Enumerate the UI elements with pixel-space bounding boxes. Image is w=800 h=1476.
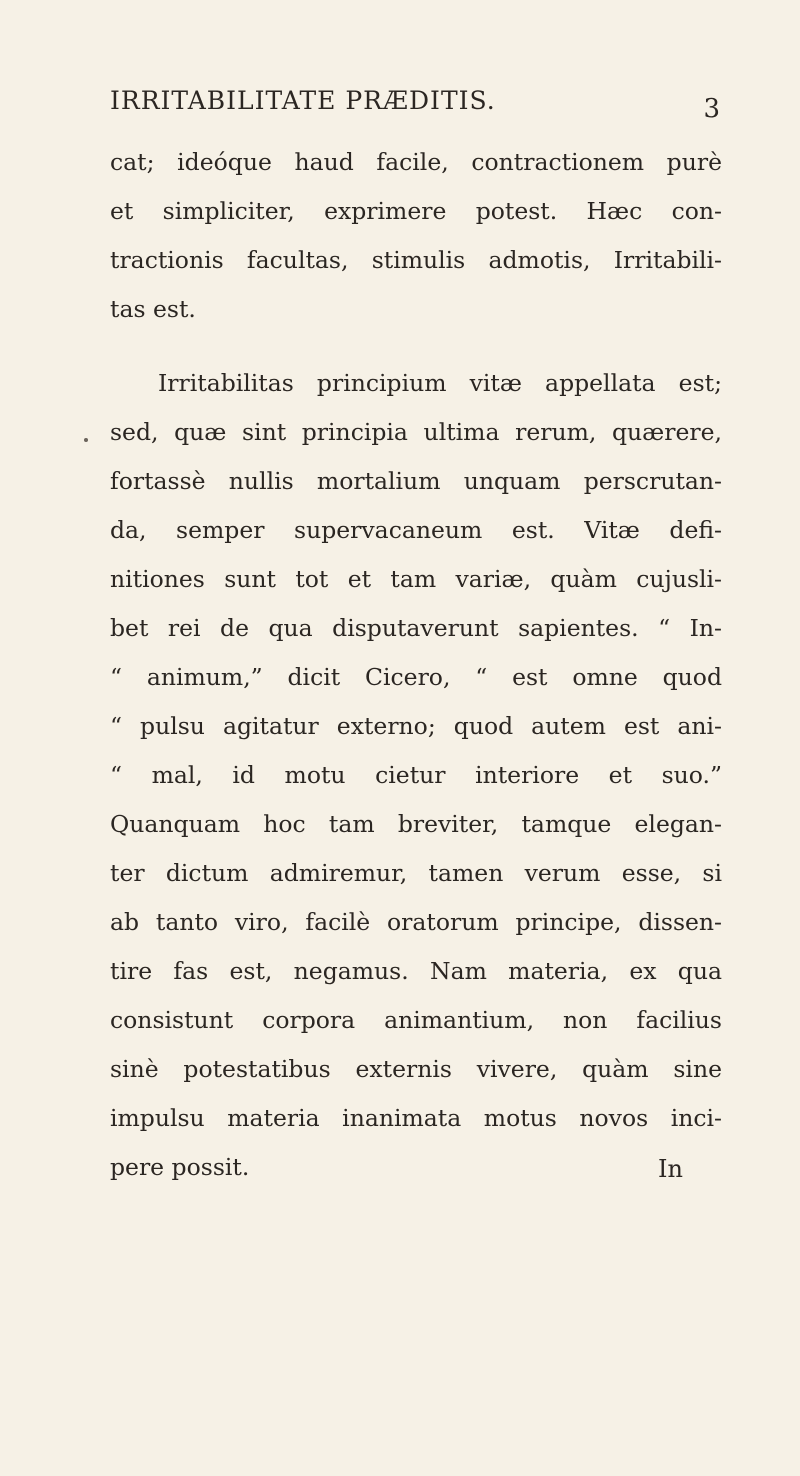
text-line: “ animum,” dicit Cicero, “ est omne quod: [110, 663, 722, 691]
text-line: tractionis facultas, stimulis admotis, Irritabili-: [110, 246, 722, 274]
text-line: impulsu materia inanimata motus novos inci-: [110, 1104, 722, 1132]
text-line: cat; ideóque haud facile, contractionem purè: [110, 148, 722, 176]
text-line: sed, quæ sint principia ultima rerum, quærere,: [110, 418, 722, 446]
text-line: “ pulsu agitatur externo; quod autem est ani-: [110, 712, 722, 740]
text-line: et simpliciter, exprimere potest. Hæc con-: [110, 197, 722, 225]
body-text: [110, 138, 722, 1192]
text-line: bet rei de qua disputaverunt sapientes. “ In-: [110, 614, 722, 642]
text-line: ab tanto viro, facilè oratorum principe, dissen-: [110, 908, 722, 936]
text-line: pere possit.: [110, 1153, 250, 1181]
text-line: tire fas est, negamus. Nam materia, ex qua: [110, 957, 722, 985]
paragraph-gap: [110, 334, 722, 359]
ink-speck: [84, 438, 88, 442]
page-number: 3: [703, 94, 720, 124]
text-line: fortassè nullis mortalium unquam perscrutan-: [110, 467, 722, 495]
text-line: Quanquam hoc tam breviter, tamque elegan-: [110, 810, 722, 838]
text-line: tas est.: [110, 295, 196, 323]
running-head: [110, 86, 720, 126]
catchword: In: [658, 1155, 683, 1183]
running-title: IRRITABILITATE PRÆDITIS.: [110, 86, 496, 115]
text-line: sinè potestatibus externis vivere, quàm sine: [110, 1055, 722, 1083]
text-line: Irritabilitas principium vitæ appellata est;: [158, 369, 722, 397]
text-line: nitiones sunt tot et tam variæ, quàm cujusli-: [110, 565, 722, 593]
text-line: ter dictum admiremur, tamen verum esse, si: [110, 859, 722, 887]
text-line: “ mal, id motu cietur interiore et suo.”: [110, 761, 722, 789]
text-line: da, semper supervacaneum est. Vitæ defi-: [110, 516, 722, 544]
text-line: consistunt corpora animantium, non facilius: [110, 1006, 722, 1034]
